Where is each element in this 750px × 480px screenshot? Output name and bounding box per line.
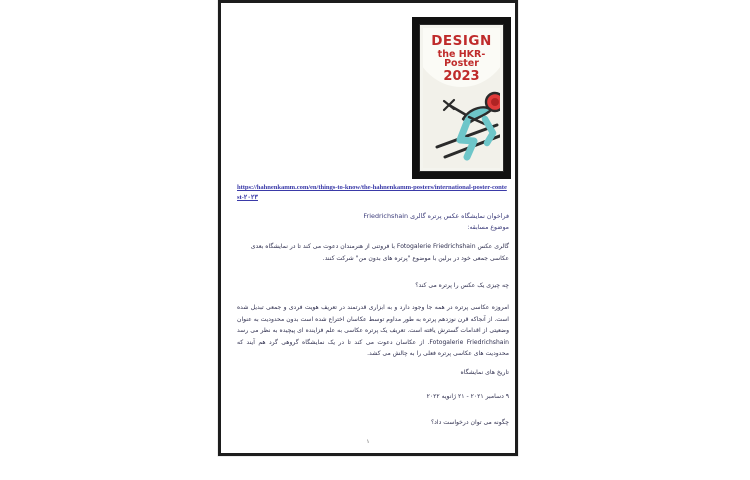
document-page-content xyxy=(222,4,514,452)
contest-topic-heading: موضوع مسابقه: xyxy=(467,224,509,231)
portrait-question: چه چیزی یک عکس را پرتره می کند؟ xyxy=(415,282,509,289)
poster-contest-link[interactable]: https://hahnenkamm.com/en/things-to-know/the-hahnenkamm-posters/international-poster-contest-۲۰۲۳ xyxy=(237,184,507,201)
poster-title-line1: DESIGN xyxy=(431,33,492,49)
exhibition-call-heading: فراخوان نمایشگاه عکس پرتره گالری Friedrichshain xyxy=(363,212,509,220)
poster-title-line2: the HKR-Poster xyxy=(437,48,486,69)
document-page xyxy=(218,0,518,456)
poster-inner-frame xyxy=(419,24,504,172)
poster-title-line3: 2023 xyxy=(443,68,480,84)
exhibition-dates-value: ۹ دسامبر ۲۰۲۱ - ۲۱ ژانویه ۲۰۲۲ xyxy=(426,393,509,400)
how-to-apply-label: چگونه می توان درخواست داد؟ xyxy=(430,419,509,426)
poster-title xyxy=(423,28,500,83)
page-number: ۱ xyxy=(366,439,370,445)
exhibition-dates-label: تاریخ های نمایشگاه xyxy=(460,369,509,376)
hkr-poster-image xyxy=(412,17,511,179)
skier-illustration-icon xyxy=(427,85,500,165)
poster-outer-frame xyxy=(412,17,511,179)
main-paragraph: امروزه عکاسی پرتره در همه جا وجود دارد و به ابزاری قدرتمند در تعریف هویت فردی و جمعی تبدیل شده است. از آنجاکه قرن نوزدهم پرتره به طور مداوم توسط عکاسان اختراع شده است بدون محدودیت به عنوان وضعیتی از اقدامات گسترش یافته است. تعریف یک پرتره عکاسی به علم فزاینده ای پیچیده به نظر می رسد Fotogalerie Friedrichshain. از عکاسان دعوت می کند تا در یک نمایشگاه گروهی گرد هم آیند که محدودیت های عکاسی پرتره فعلی را به چالش می کشد. xyxy=(237,304,509,358)
poster-artwork xyxy=(423,28,500,168)
intro-paragraph: گالری عکس Fotogalerie Friedrichshain با فروتنی از هنرمندان دعوت می کند تا در نمایشگاه بعدی عکاسی جمعی خود در برلین با موضوع "پرتره های بدون من" شرکت کنند. xyxy=(250,243,509,262)
